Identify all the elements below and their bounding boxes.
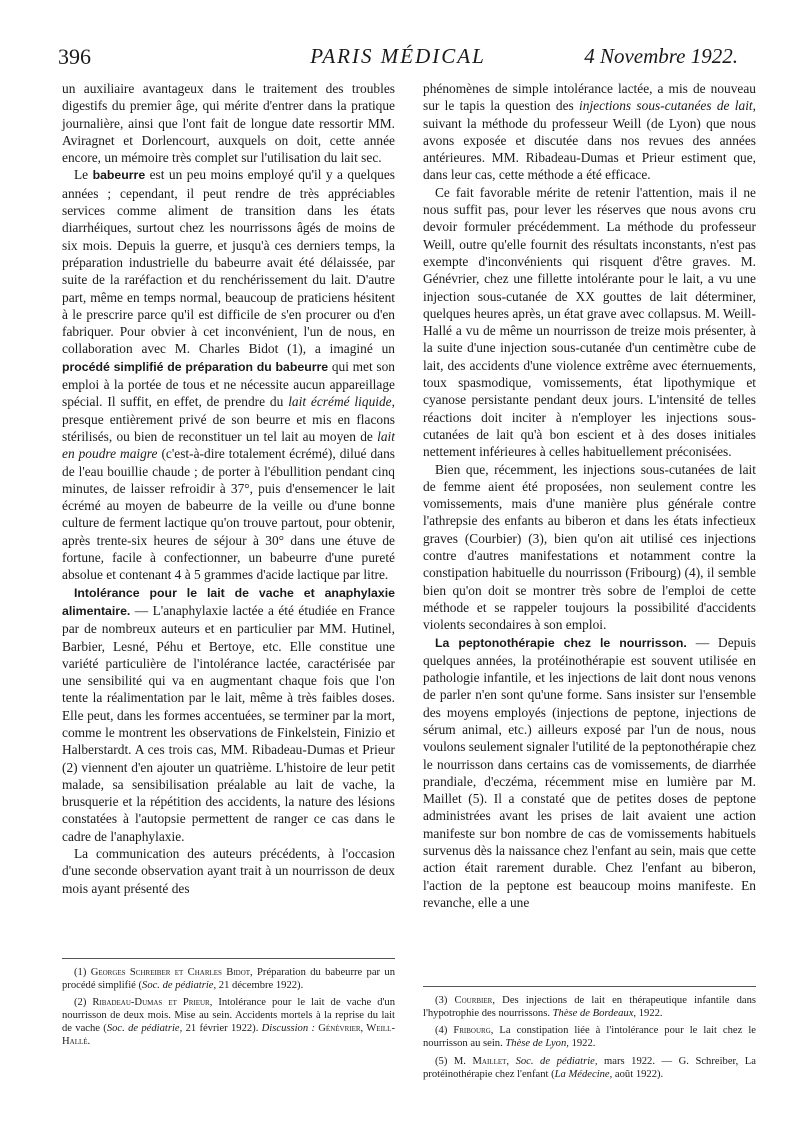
text-run: Le <box>74 167 93 183</box>
text-run: Préparation du babeurre par un procédé simplifié ( <box>62 967 395 991</box>
italic-term: injections sous-cutanées de lait <box>579 98 753 114</box>
text-run: 1922. <box>636 1007 663 1019</box>
paragraph: un auxiliaire avantageux dans le traitement des troubles digestifs du premier âge, qui mérite d'entrer dans la pratique journalière, ainsi que l'ont fait de longue date ressortir MM. Aviragnet et Dorlencourt, auxquels on doit, cette année encore, un mémoire très complet sur l'utilisation du lait sec. <box>62 81 395 166</box>
italic-term: La Médecine, <box>554 1068 613 1080</box>
italic-term: lait en poudre maigre <box>62 428 395 462</box>
footnote-rule <box>423 986 756 987</box>
left-column <box>62 80 395 897</box>
italic-term: Soc. de pédiatrie, <box>142 979 217 991</box>
italic-term: lait écrémé liquide <box>288 394 392 410</box>
paragraph-babeurre <box>62 166 395 583</box>
text-run: — L'anaphylaxie lactée a été étudiée en France par de nombreux auteurs et en particulier par MM. Hutinel, Barbier, Lesné, Péhu et Bertoye, etc. Elle constitue une variété particulière de l'intolérance lactée, caractérisée par une sensibilité qui va en augmentant chaque fois que l'on tente la réalimentation par le lait, même à très faibles doses. Elle peut, dans les formes accentuées, se terminer par la mort, comme le montrent les observations de Finkelstein, Finizio et Halberstardt. A ces trois cas, MM. Ribadeau-Dumas et Prieur (2) viennent d'en ajouter un quatrième. L'histoire de leur petit malade, sa sensibilisation préalable au lait de vache, la brusquerie et la répétition des accidents, la nature des lésions constatées à l'autopsie permettent de ranger ce cas dans le cadre de l'anaphylaxie. <box>62 602 395 844</box>
text-run: (c'est-à-dire totalement écrémé), dilué dans de l'eau bouillie chaude ; de porter à l'ébullition pendant cinq minutes, de laisser refroidir à 37°, puis d'ensemencer le lait écrémé au moyen de babeurre de la veille ou d'une bonne culture de ferment lactique qu'on trouve partout, pour obtenir, après trente-six heures de séjour à 30° dans une étuve de fortune, facile à confectionner, un babeurre d'une pureté absolue et contenant 4 à 5 grammes d'acide lactique par litre. <box>62 446 395 583</box>
text-run: mars 1922. — G. Schreiber, La protéinothérapie chez l'enfant ( <box>423 1055 756 1080</box>
paragraph-anaphylaxie <box>62 584 395 845</box>
paragraph: Bien que, récemment, les injections sous-cutanées de lait de femme aient été proposées, non seulement contre les vomissements, mais d'une manière plus générale contre l'athrepsie des enfants au biberon et dans les états infectieux graves (Courbier) (3), bien qu'on ait utilisé ces injections contre d'autres manifestations et notamment contre la constipation habituelle du nourrisson (Fribourg) (4), il semble bien qu'on doit se montrer très sobre de l'emploi de cette méthode et se rappeler toujours la possibilité d'accidents violents secondaires à son emploi. <box>423 461 756 633</box>
text-run: qui met son emploi à la portée de tous et ne nécessite aucun appareillage spécial. Il suffit, en effet, de prendre du <box>62 358 395 410</box>
text-run: Génévrier, Weill-Hallé. <box>62 1022 395 1047</box>
text-run: — Depuis quelques années, la protéinothérapie est souvent utilisée en pathologie infantile, et les injections de lait dont nous venons de parler n'en sont qu'une forme. Sans insister sur l'ensemble des moyens employés (injections de peptone, injections de sérum animal, etc.) ailleurs exposé par l'un de nous, nous voulons seulement signaler l'utilité de la peptonothérapie chez le nourrisson dans certains cas de vomissements, de diarrhée prandiale, d'eczéma, récemment mise en lumière par M. Maillet (5). Il a constaté que de petites doses de peptone administrées avant les prises de lait avaient une action manifeste sur bon nombre de cas de vomissements habituels survenus dès la naissance chez l'enfant au sein, mais que cette action était rarement durable. Chez l'enfant au biberon, l'action de la peptone est beaucoup moins manifeste. En revanche, elle a une <box>423 634 756 910</box>
right-column <box>423 80 756 911</box>
author: (4) Fribourg, <box>435 1025 494 1037</box>
issue-date: 4 Novembre 1922. <box>584 44 738 68</box>
text-run: 21 décembre 1922). <box>216 979 304 991</box>
bold-term: procédé simplifié de préparation du babeurre <box>62 359 329 374</box>
author: (1) Georges Schreiber et Charles Bidot, <box>74 967 253 978</box>
section-heading: Intolérance pour le lait de vache et anaphylaxie alimentaire. <box>62 585 395 618</box>
italic-term: Soc. de pédiatrie, <box>106 1022 183 1034</box>
footnote-2 <box>62 997 395 1048</box>
text-run: , suivant la méthode du professeur Weill (de Lyon) que nous avons exposée et discutée dans nos revues des années antérieures. MM. Ribadeau-Dumas et Prieur estiment que, dans leur cas, cette méthode a été efficace. <box>423 98 756 183</box>
footnote-5 <box>423 1056 756 1081</box>
footnote-3 <box>423 995 756 1020</box>
text-run: Des injections de lait en thérapeutique infantile dans l'hypotrophie des nourrissons. <box>423 995 756 1019</box>
italic-term: Thèse de Bordeaux, <box>552 1007 637 1019</box>
footnote-1 <box>62 967 395 992</box>
text-run: Intolérance pour le lait de vache d'un nourrisson de deux mois. Mise au sein. Accidents mortels à la reprise du lait de vache ( <box>62 997 396 1034</box>
italic-term: Discussion : <box>261 1022 315 1034</box>
text-run: est un peu moins employé qu'il y a quelques années ; cependant, il peut rendre de très appréciables services comme aliment de transition dans les états diarrhéiques, surtout chez les nourrissons âgés de moins de six mois. Depuis la guerre, et jusqu'à ces derniers temps, la préparation industrielle du babeurre avait été délaissée, par suite de la raréfaction et du renchérissement du lait. D'autre part, même en temps normal, beaucoup de praticiens hésitent à le prescrire parce qu'il est difficile de s'en procurer ou d'en fabriquer. Pour obvier à cet inconvénient, l'un de nous, en collaboration avec M. Charles Bidot (1), a imaginé un <box>62 167 395 357</box>
text-run: phénomènes de simple intolérance lactée, a mis de nouveau sur le tapis la question des <box>423 81 756 114</box>
paragraph-peptonotherapie <box>423 634 756 912</box>
italic-term: Soc. de pédiatrie, <box>509 1055 598 1067</box>
footnotes-left <box>62 958 395 1053</box>
journal-title: PARIS MÉDICAL <box>310 44 486 68</box>
text-run: 1922. <box>568 1038 596 1050</box>
footnotes-right <box>423 986 756 1086</box>
page-header <box>58 44 738 72</box>
author: (5) M. Maillet, <box>435 1055 510 1067</box>
author: (3) Courbier, <box>435 995 495 1006</box>
text-run: 21 février 1922). <box>182 1022 262 1034</box>
footnote-rule <box>62 958 395 959</box>
paragraph: Ce fait favorable mérite de retenir l'attention, mais il ne nous suffit pas, pour lever les réserves que nous avons cru devoir formuler précédemment. La méthode du professeur Weill, outre qu'elle fournit des résultats inconstants, n'est pas exempte d'inconvénients qui risquent d'être graves. M. Génévrier, chez une fillette intolérante pour le lait, a vu une injection sous-cutanée de XX gouttes de lait déterminer, quelques heures après, un état grave avec collapsus. M. Weill-Hallé a vu de même un nourrisson de treize mois présenter, à la suite d'une injection sous-cutanée d'un centimètre cube de lait, des accidents d'une violence extrême avec éternuements, toux spasmodique, vomissements, état lipothymique et cyanose persistante pendant deux jours. L'intensité de telles réactions doit inciter à n'employer les injections sous-cutanées de lait qu'à bon escient et à des doses initiales nettement inférieures à celles habituellement préconisées. <box>423 184 756 460</box>
text-run: La constipation liée à l'intolérance pour le lait chez le nourrisson au sein. <box>423 1025 756 1050</box>
author: (2) Ribadeau-Dumas et Prieur, <box>74 997 213 1009</box>
text-run: , presque entièrement privé de son beurre et mis en flacons stérilisés, ou bien de reconstituer un tel lait au moyen de <box>62 394 395 444</box>
page-number: 396 <box>58 44 91 69</box>
footnote-4 <box>423 1025 756 1050</box>
paragraph: La communication des auteurs précédents, à l'occasion d'une seconde observation ayant trait à un nourrisson de deux mois ayant présenté des <box>62 846 395 896</box>
term-babeurre: babeurre <box>92 168 146 183</box>
text-run: août 1922). <box>612 1068 664 1080</box>
italic-term: Thèse de Lyon, <box>505 1038 569 1050</box>
paragraph <box>423 80 756 184</box>
section-heading: La peptonothérapie chez le nourrisson. <box>435 635 687 650</box>
